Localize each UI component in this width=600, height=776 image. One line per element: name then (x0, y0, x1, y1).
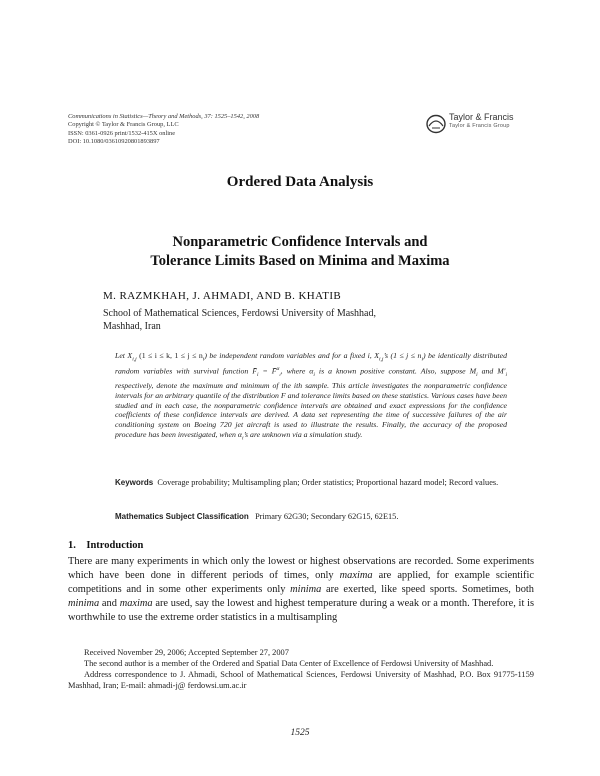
abstract-text: = F̄ (258, 366, 277, 376)
abstract-subscript: i (421, 356, 423, 363)
paper-title-line-2: Tolerance Limits Based on Minima and Maxima (150, 253, 450, 269)
issn-line: ISSN: 0361-0926 print/1532-415X online (68, 129, 176, 137)
journal-header (68, 113, 368, 147)
page-number: 1525 (290, 728, 310, 738)
author-list: M. RAZMKHAH, J. AHMADI, AND B. KHATIB (103, 290, 342, 302)
affiliation-line-1: School of Mathematical Sciences, Ferdowsi University of Mashhad, (103, 308, 376, 319)
intro-emphasis: maxima (119, 598, 153, 610)
keywords-label: Keywords (115, 478, 154, 487)
copyright-line: Copyright © Taylor & Francis Group, LLC (68, 121, 179, 129)
abstract-text: Let X (115, 351, 133, 360)
keywords-text: Coverage probability; Multisampling plan; Order statistics; Proportional hazard model; Record values. (157, 478, 499, 487)
doi-line: DOI: 10.1080/03610920801893897 (68, 138, 160, 146)
abstract-subscript: i (505, 372, 507, 379)
abstract-text: ) be independent random variables and for a fixed i, X (204, 351, 379, 360)
abstract-subscript: i (202, 356, 205, 363)
intro-emphasis: maxima (339, 570, 373, 582)
paper-title-line-1: Nonparametric Confidence Intervals and (172, 234, 428, 250)
abstract-subscript: i (313, 372, 315, 379)
abstract-text: , where α (280, 366, 314, 376)
paper-title (40, 233, 560, 271)
affiliation (103, 307, 423, 333)
abstract-text: ’s (1 ≤ j ≤ n (383, 351, 422, 360)
abstract-subscript: i (241, 435, 244, 442)
abstract-text: is a known positive constant. Also, suppose M (314, 366, 477, 376)
section-title: Ordered Data Analysis (226, 174, 374, 190)
msc-text: Primary 62G30; Secondary 62G15, 62E15. (255, 512, 399, 521)
intro-text: are used, say the lowest and highest temperature during a weak or a month. Therefore, it is worthwhile to use the extreme order statistics in a multisampling (68, 598, 534, 624)
abstract-text: (1 ≤ i ≤ k, 1 ≤ j ≤ n (139, 351, 203, 360)
abstract-subscript: i (279, 372, 281, 378)
intro-emphasis: minima (290, 584, 322, 596)
intro-text: are exerted, like speed sports. Sometimes, both (321, 584, 534, 596)
publisher-name: Taylor & Francis (449, 112, 514, 122)
intro-text: There are many experiments in which only the lowest or highest observations are recorded. Some experiments which have been done in different periods of times, only (68, 556, 534, 582)
affiliation-line-2: Mashhad, Iran (103, 321, 161, 332)
intro-emphasis: minima (68, 598, 100, 610)
author-note: The second author is a member of the Ordered and Spatial Data Center of Excellence of Ferdowsi University of Mashhad. (84, 659, 494, 668)
abstract-text: ) be identically distributed random variables with survival function F̄ (115, 351, 507, 376)
intro-text: and (99, 598, 120, 610)
msc-label: Mathematics Subject Classification (115, 512, 249, 521)
intro-text: are applied, for example scientific competitions and in some other experiments only (68, 570, 534, 596)
received-note: Received November 29, 2006; Accepted September 27, 2007 (84, 648, 289, 657)
journal-citation: Communications in Statistics—Theory and Methods, 37: 1525–1542, 2008 (68, 113, 260, 120)
intro-paragraph (68, 555, 534, 625)
abstract-superscript: α (276, 366, 280, 373)
abstract-subscript: i,j (132, 356, 137, 363)
abstract (115, 351, 507, 444)
abstract-subscript: i,j (378, 356, 384, 363)
publisher-tagline: Taylor & Francis Group (449, 123, 510, 129)
subject-classification (115, 511, 507, 522)
abstract-text: and M′ (477, 366, 506, 376)
abstract-text: respectively, denote the maximum and minimum of the ith sample. This article investigates the nonparametric confidence intervals for an arbitrary quantile of the distribution F and tolerance limits based on these statistics. Various cases have been studied and in each case, the nonparametric confidence intervals are obtained and exact expressions for the confidence coefficients of these confidence intervals are derived. A data set representing the time of successive failures of the air conditioning system on Boeing 720 jet aircraft is used to illustrate the results. Finally, the accuracy of the proposed procedure has been investigated, when α (115, 381, 507, 439)
abstract-subscript: i (257, 372, 259, 379)
footnotes (68, 647, 534, 691)
abstract-subscript: i (476, 372, 478, 379)
correspondence-note: Address correspondence to J. Ahmadi, School of Mathematical Sciences, Ferdowsi University of Mashhad, P.O. Box 91775-1159 Mashhad, Iran; E-mail: ahmadi-j@ ferdowsi.um.ac.ir (68, 670, 534, 690)
intro-heading: 1. Introduction (68, 540, 144, 551)
abstract-text: ’s are unknown via a simulation study. (243, 429, 363, 439)
keywords (115, 477, 507, 488)
